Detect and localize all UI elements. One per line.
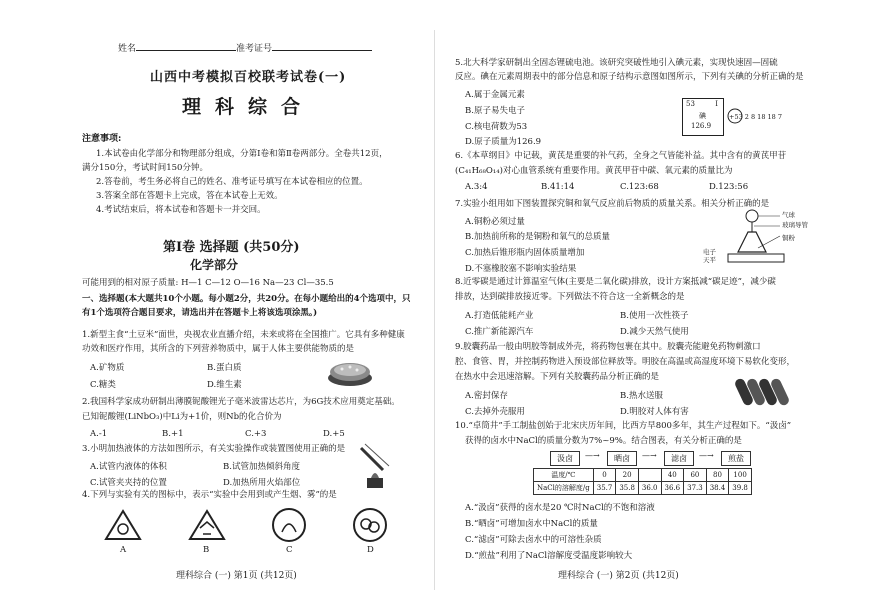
- table-cell: 39.8: [729, 482, 752, 495]
- option[interactable]: C.核电荷数为53: [465, 122, 528, 132]
- option[interactable]: D.原子质量为126.9: [465, 137, 542, 147]
- page-footer: 理科综合 (一) 第2页 (共12页): [558, 571, 679, 581]
- question-9: 腔、食管、胃，并控制药物进入预设部位释放等。明胶在高温或高湿度环境下易软化变形，: [455, 357, 796, 367]
- option[interactable]: C.去掉外壳服用: [465, 407, 525, 417]
- corrosive-triangle-icon: [187, 508, 227, 542]
- table-cell: NaCl的溶解度/g: [534, 482, 594, 495]
- table-row: [534, 482, 752, 495]
- question-4: 4.下列与实验有关的图标中，表示“实验中会用到或产生烟、雾”的是: [82, 490, 337, 500]
- option[interactable]: D.+5: [323, 429, 345, 439]
- option[interactable]: C.加热后锥形瓶内固体质量增加: [465, 248, 585, 258]
- table-cell: 37.3: [684, 482, 707, 495]
- option[interactable]: C.试管夹夹持的位置: [90, 478, 167, 488]
- option[interactable]: D.加热所用火焰部位: [223, 478, 301, 488]
- table-cell: 20: [616, 469, 639, 482]
- option[interactable]: B.41:14: [541, 182, 575, 192]
- option[interactable]: C.糖类: [90, 380, 116, 390]
- table-cell: 80: [706, 469, 729, 482]
- question-2: 2.我国科学家成功研制出薄膜铌酸锂光子毫米波雷达芯片，为6G技术应用奠定基础。: [82, 397, 400, 407]
- flow-arrow: —→: [642, 451, 657, 460]
- flask-on-balance-diagram: [720, 208, 790, 264]
- note-line: 4.考试结束后，将本试卷和答题卡一并交回。: [96, 205, 266, 215]
- question-9: 在热水中会迅速溶解。下列有关胶囊药品分析正确的是: [455, 372, 660, 382]
- option[interactable]: A.密封保存: [465, 391, 508, 401]
- apparatus-label: 气球: [782, 211, 795, 219]
- option[interactable]: B.加热前所称的是铜粉和氧气的总质量: [465, 232, 610, 242]
- iodine-element-card: 53 I 碘 126.9: [682, 98, 724, 136]
- potato-rice-image: [326, 358, 374, 388]
- question-9: 9.胶囊药品一般由明胶等制成外壳，将药物包裹在其中。胶囊壳能避免药物刺激口: [455, 342, 761, 352]
- part1-title: 第Ⅰ卷 选择题 (共50分): [163, 240, 300, 255]
- option[interactable]: A.3:4: [465, 182, 488, 192]
- instruction: 一、选择题(本大题共10个小题。每小题2分，共20分。在每小题给出的4个选项中，只: [82, 294, 411, 304]
- flow-step: 晒卤: [607, 451, 637, 466]
- option[interactable]: A.打造低能耗产业: [465, 311, 534, 321]
- option[interactable]: B.+1: [162, 429, 184, 439]
- question-10: 10.“卓筒井”手工制盐创始于北宋庆历年间，比西方早800多年，其生产过程如下。“汲卤”: [455, 421, 792, 431]
- option[interactable]: C.123:68: [620, 182, 659, 192]
- question-7: 7.实验小组用如下图装置探究铜和氧气反应前后物质的质量关系。相关分析正确的是: [455, 199, 770, 209]
- flow-step: 煎盐: [721, 451, 751, 466]
- apparatus-label: 玻璃导管: [782, 221, 808, 229]
- table-cell: 60: [684, 469, 707, 482]
- hand-wash-circle-icon: [351, 506, 389, 544]
- option[interactable]: B.使用一次性筷子: [620, 311, 689, 321]
- note-line: 3.答案全部在答题卡上完成，答在本试卷上无效。: [96, 191, 283, 201]
- question-5: 反应。碘在元素周期表中的部分信息和原子结构示意图如图所示，下列有关碘的分析正确的是: [455, 72, 804, 82]
- capsules-image: [735, 372, 795, 416]
- option[interactable]: B.“晒卤”可增加卤水中NaCl的质量: [465, 519, 598, 529]
- notes-title: 注意事项:: [82, 134, 122, 144]
- table-cell: 36.6: [661, 482, 684, 495]
- option[interactable]: B.原子易失电子: [465, 106, 525, 116]
- flow-arrow: —→: [585, 451, 600, 460]
- option[interactable]: B.热水送服: [620, 391, 663, 401]
- question-1: 功效和医疗作用，其所含的下列营养物质中，属于人体主要供能物质的是: [82, 344, 355, 354]
- option[interactable]: A.属于金属元素: [465, 90, 525, 100]
- iodine-shells: +53 2 8 18 18 7: [729, 113, 782, 121]
- option[interactable]: A.铜粉必须过量: [465, 217, 525, 227]
- note-line: 2.答卷前，考生务必将自己的姓名、准考证号填写在本试卷相应的位置。: [96, 177, 368, 187]
- option[interactable]: A.矿物质: [90, 363, 125, 373]
- flow-step: 汲卤: [550, 451, 580, 466]
- question-8: 排放，达到碳排放接近零。下列做法不符合这一全新概念的是: [455, 292, 685, 302]
- chem-title: 化学部分: [190, 258, 239, 272]
- page-footer: 理科综合 (一) 第1页 (共12页): [176, 571, 297, 581]
- option[interactable]: A.-1: [90, 429, 108, 439]
- option[interactable]: A.“汲卤”获得的卤水是20 ℃时NaCl的不饱和溶液: [465, 503, 655, 513]
- table-cell: 35.7: [593, 482, 616, 495]
- question-3: 3.小明加热液体的方法如图所示，有关实验操作或装置图使用正确的是: [82, 444, 346, 454]
- note-line: 满分150分，考试时间150分钟。: [82, 163, 208, 173]
- option[interactable]: C.+3: [245, 429, 267, 439]
- instruction: 有1个选项符合题目要求，请选出并在答题卡上将该选项涂黑。): [82, 308, 318, 318]
- table-cell: 35.8: [616, 482, 639, 495]
- table-cell: 0: [593, 469, 616, 482]
- option[interactable]: C.推广新能源汽车: [465, 327, 534, 337]
- option[interactable]: D.123:56: [709, 182, 749, 192]
- table-cell: 38.4: [706, 482, 729, 495]
- flow-step: 滤卤: [664, 451, 694, 466]
- exam-title: 山西中考模拟百校联考试卷(一): [150, 70, 347, 85]
- apparatus-label: 电子天平: [703, 248, 716, 264]
- option[interactable]: B: [203, 545, 210, 555]
- table-cell: 100: [729, 469, 752, 482]
- option[interactable]: C: [286, 545, 293, 555]
- option[interactable]: B.蛋白质: [207, 363, 242, 373]
- table-row: [534, 469, 752, 482]
- option[interactable]: A: [120, 545, 127, 555]
- option[interactable]: D.明胶对人体有害: [620, 407, 689, 417]
- option[interactable]: D.“煎盐”利用了NaCl溶解度受温度影响较大: [465, 551, 633, 561]
- question-8: 8.近零碳是通过计算温室气体(主要是二氧化碳)排放，设计方案抵减“碳足迹”，减少碳: [455, 277, 776, 287]
- note-line: 1.本试卷由化学部分和物理部分组成，分第Ⅰ卷和第Ⅱ卷两部分。全卷共12页，: [96, 149, 388, 159]
- table-cell: 36.0: [638, 482, 661, 495]
- option[interactable]: C.“滤卤”可除去卤水中的可溶性杂质: [465, 535, 602, 545]
- atomic-mass: 可能用到的相对原子质量: H—1 C—12 O—16 Na—23 Cl—35.5: [82, 278, 334, 288]
- option[interactable]: D.不塞橡胶塞不影响实验结果: [465, 264, 577, 274]
- option[interactable]: D.减少天然气使用: [620, 327, 689, 337]
- table-cell: 40: [661, 469, 684, 482]
- question-6: (C₄₁H₆₈O₁₄)对心血管系统有重要作用。黄芪甲苷中碳、氧元素的质量比为: [455, 166, 733, 176]
- option[interactable]: D: [367, 545, 374, 555]
- test-tube-heating-diagram: [353, 440, 393, 490]
- solubility-table: [533, 468, 752, 495]
- question-2: 已知铌酸锂(LiNbO₃)中Li为+1价，则Nb的化合价为: [82, 412, 282, 422]
- smoke-circle-icon: [270, 506, 308, 544]
- subject-title: 理科综合: [182, 96, 315, 118]
- name-field: 姓名 准考证号: [118, 41, 372, 55]
- right-page: [435, 0, 870, 615]
- option[interactable]: A.试管内液体的体积: [90, 462, 167, 472]
- question-10: 获得的卤水中NaCl的质量分数为7%~9%。结合图表，有关分析正确的是: [465, 436, 742, 446]
- table-cell: [638, 469, 661, 482]
- warning-triangle-icon: [103, 508, 143, 542]
- option[interactable]: B.试管加热倾斜角度: [223, 462, 300, 472]
- table-cell: 温度/℃: [534, 469, 594, 482]
- flow-arrow: —→: [699, 451, 714, 460]
- question-5: 5.北大科学家研制出全固态锂硫电池。该研究突破性地引入碘元素，实现快速固—固硫: [455, 58, 778, 68]
- apparatus-label: 铜粉: [782, 234, 795, 242]
- question-6: 6.《本草纲目》中记载，黄芪是重要的补气药，全身之气皆能补益。其中含有的黄芪甲苷: [455, 151, 787, 161]
- question-1: 1.新型主食“土豆米”面世，央视农业直播介绍，未来或将在全国推广。它具有多种健康: [82, 330, 405, 340]
- option[interactable]: D.维生素: [207, 380, 242, 390]
